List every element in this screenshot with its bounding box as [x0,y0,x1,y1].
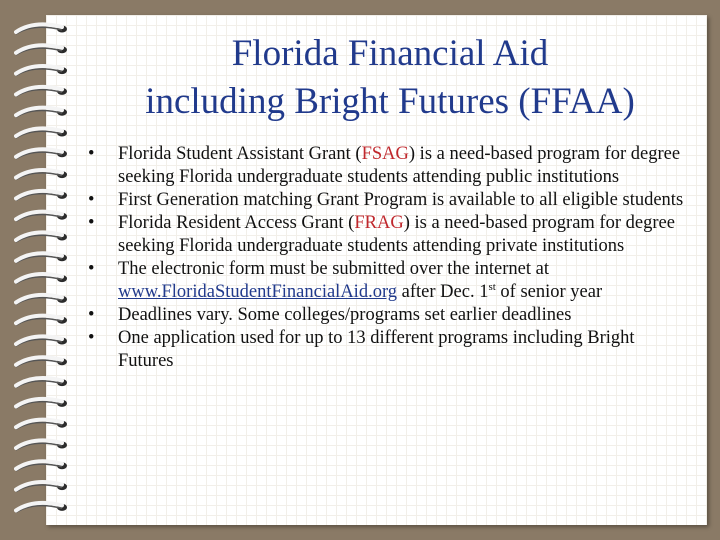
financial-aid-website-link[interactable]: www.FloridaStudentFinancialAid.org [118,282,398,302]
binding-ring-icon [16,503,67,513]
binding-ring-icon [16,191,67,201]
spiral-binding-icon [14,18,84,523]
binding-ring-icon [16,336,67,346]
bullet-icon: • [88,328,95,348]
bullet-item-first-generation: • First Generation matching Grant Program is available to all eligible students [88,190,684,210]
bullet-icon: • [88,259,95,279]
bullet-item-frag: • Florida Resident Access Grant (FRAG) is a need-based program for degree seeking Florida undergraduate students attending private institutions [88,213,675,256]
bullet-item-deadlines: • Deadlines vary. Some colleges/programs set earlier deadlines [88,305,572,325]
binding-ring-icon [16,45,67,55]
binding-ring-icon [16,378,67,388]
title-line-2: including Bright Futures (FFAA) [145,81,635,122]
fsag-abbreviation: FSAG [361,144,409,164]
frag-abbreviation: FRAG [354,213,404,233]
bullet-icon: • [88,144,95,164]
binding-ring-icon [16,212,67,222]
title-line-1: Florida Financial Aid [231,33,549,74]
binding-ring-icon [16,295,67,305]
binding-ring-icon [16,149,67,159]
binding-ring-icon [16,274,67,284]
bullet-item-electronic-form: • The electronic form must be submitted over the internet at www.FloridaStudentFinancialAid.org after Dec. 1st of senior year [88,259,603,302]
binding-ring-icon [16,420,67,430]
binding-ring-icon [16,253,67,263]
binding-ring-icon [16,66,67,76]
bullet-list [86,143,686,373]
binding-ring-icon [16,128,67,138]
binding-ring-icon [16,87,67,97]
binding-ring-icon [16,316,67,326]
binding-ring-icon [16,232,67,242]
binding-ring-icon [16,399,67,409]
bullet-icon: • [88,213,95,233]
binding-ring-icon [16,440,67,450]
bullet-item-one-application: • One application used for up to 13 different programs including Bright Futures [88,328,635,371]
bullet-icon: • [88,190,95,210]
binding-ring-icon [16,357,67,367]
slide-title [80,30,700,126]
binding-ring-icon [16,482,67,492]
bullet-icon: • [88,305,95,325]
binding-ring-icon [16,170,67,180]
binding-ring-icon [16,24,67,34]
bullet-item-fsag: • Florida Student Assistant Grant (FSAG) is a need-based program for degree seeking Florida undergraduate students attending public institutions [88,144,681,187]
binding-ring-icon [16,461,67,471]
binding-ring-icon [16,108,67,118]
